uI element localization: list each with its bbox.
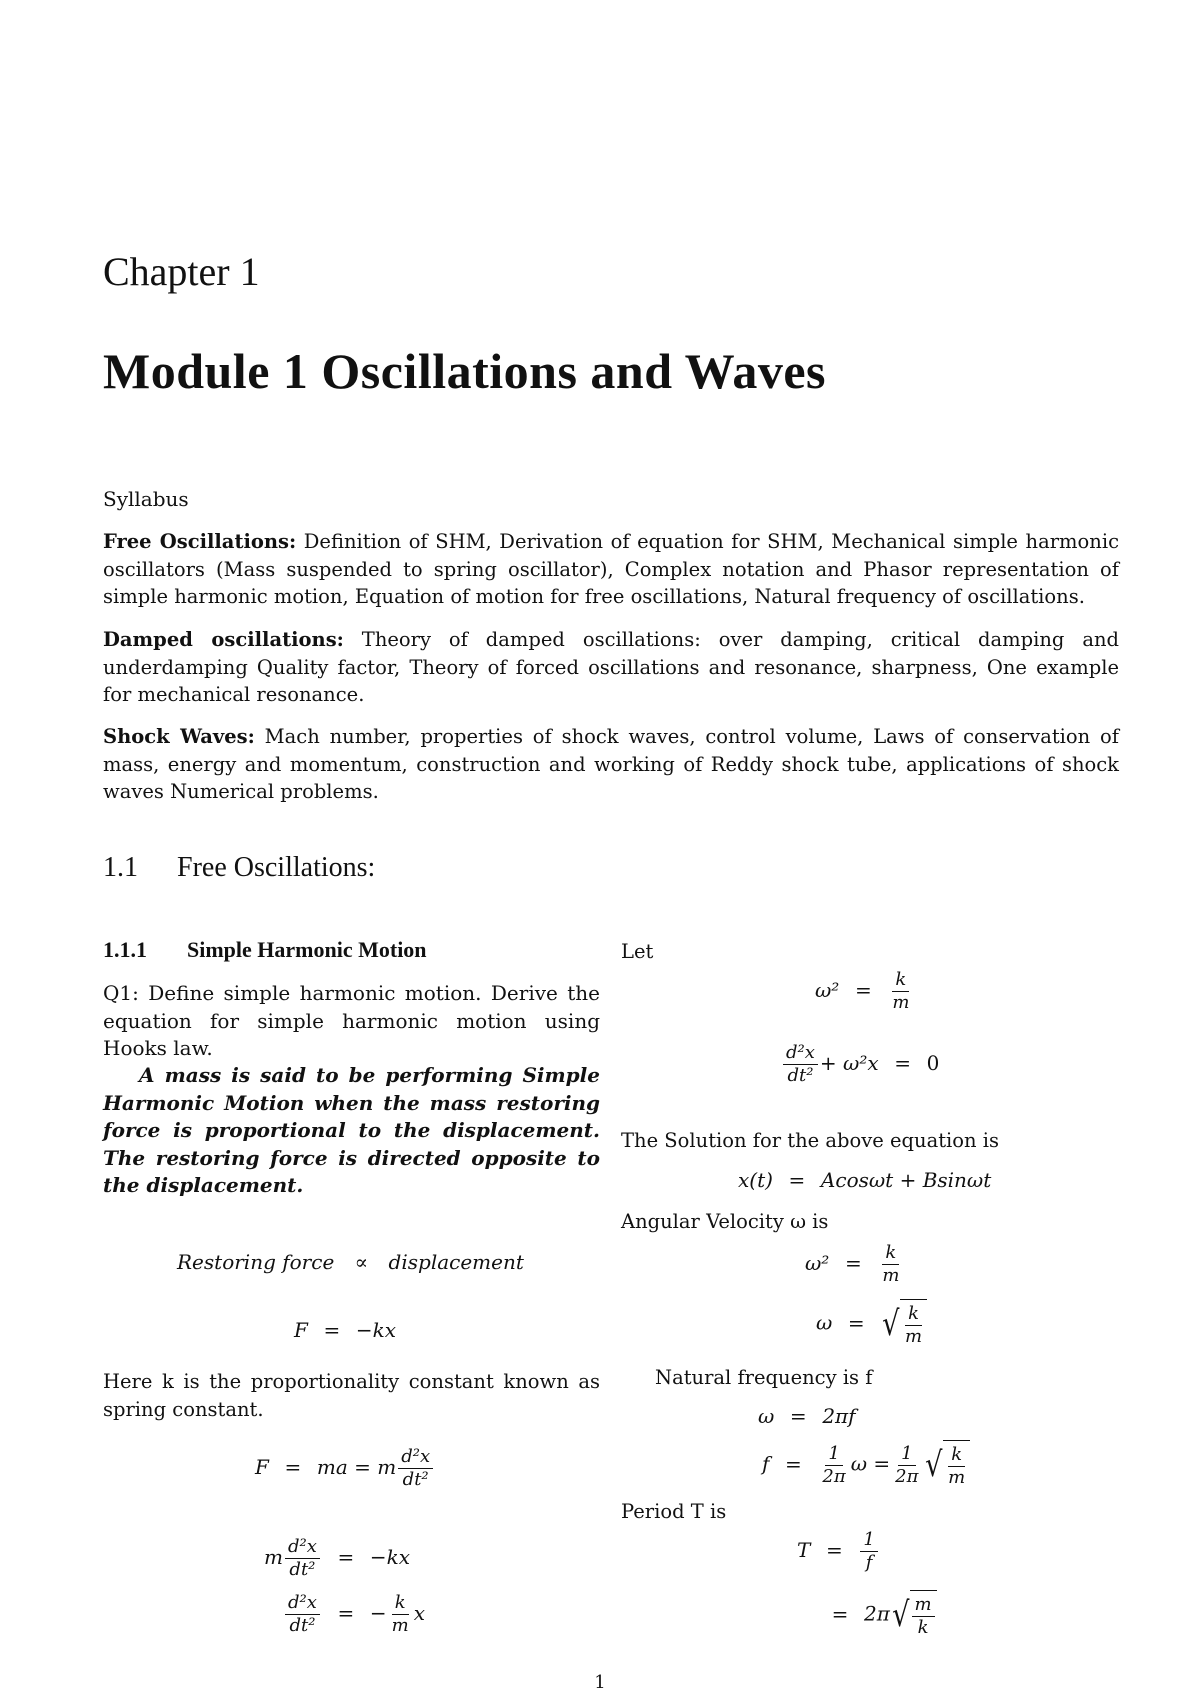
f-n1: 1 [825,1444,842,1466]
omega-equation [816,1299,927,1349]
w-eq: = [847,1310,865,1335]
subsection-title: Simple Harmonic Motion [187,937,427,962]
eq2-kden: m [391,1615,409,1636]
question-text: Q1: Define simple harmonic motion. Derive the equation for simple harmonic motion using Hooks law. [103,981,600,1060]
natural-frequency-text: Natural frequency is f [655,1366,873,1389]
f-fraction-2 [892,1444,921,1487]
eq2-post: x [413,1601,426,1625]
eq2-minus: − [369,1601,387,1625]
solution-equation [738,1168,991,1192]
w-fraction [902,1304,925,1347]
chapter-title: Module 1 Oscillations and Waves [103,343,827,399]
sol-rhs: Acosωt + Bsinωt [820,1168,992,1192]
free-label: Free Oscillations: [103,530,297,553]
w2-lhs: ω² [815,978,840,1002]
T2-fraction [912,1595,935,1638]
hooke-eq: = [323,1318,341,1342]
newton-rhs: ma = m [316,1455,397,1479]
syllabus-heading: Syllabus [103,487,189,511]
spring-constant-text: Here k is the proportionality constant known as spring constant. [103,1370,600,1421]
hooke-rhs: −kx [355,1318,397,1342]
w2b-lhs: ω² [805,1251,830,1275]
motion-equation-2 [283,1593,425,1636]
T2-sqrt: √ $\frac{m}{k}$ [890,1590,937,1640]
period-equation [797,1530,880,1573]
de-fraction [783,1043,818,1086]
omega-squared-equation [815,970,914,1013]
de-mid: + ω²x [819,1051,879,1075]
sol-lhs: x(t) [738,1168,773,1192]
syllabus-shock [103,723,1119,806]
damped-text: Theory of damped oscillations: over damping, critical damping and underdamping Quality factor, Theory of forced oscillations and resonance, sharpness, One example for mechanical resonance. [103,628,1119,706]
w-num: k [905,1304,922,1326]
w2b-fraction [879,1243,902,1286]
eq2-k-fraction [389,1593,412,1636]
omega-frequency-equation [758,1404,856,1428]
newton-fraction [398,1447,433,1490]
f-sqrt-fraction [945,1445,968,1488]
free-text: Definition of SHM, Derivation of equation for SHM, Mechanical simple harmonic oscillators (Mass suspended to spring oscillator), Complex notation and Phasor representation of simple harmonic motion, Equation of motion for free oscillations, Natural frequency of oscillations. [103,530,1119,608]
solution-text: The Solution for the above equation is [621,1129,1000,1152]
eq2-knum: k [392,1593,409,1615]
T2-pre: 2π [864,1601,890,1626]
eq1-fraction [285,1537,320,1580]
eq1-den: dt² [289,1559,316,1580]
T-fraction [860,1530,877,1573]
newton-lhs: F [255,1455,269,1479]
eq1-rhs: −kx [369,1545,411,1569]
w2-num: k [892,970,909,992]
de-num: d²x [783,1043,818,1065]
eq2-eq: = [337,1601,355,1625]
w2b-eq: = [844,1251,862,1275]
frequency-equation [762,1440,970,1490]
newton-equation [255,1447,435,1490]
prop-rhs: displacement [388,1250,524,1274]
f-lhs: f [762,1451,770,1476]
newton-den: dt² [402,1469,429,1490]
w2-den: m [892,992,910,1013]
w2b-num: k [882,1243,899,1265]
T2-eq: = [831,1601,849,1626]
section-heading [103,852,375,884]
T2-sd: k [917,1617,929,1638]
motion-equation-1 [264,1537,410,1580]
T-den: f [865,1552,873,1573]
f-mid: ω = [850,1451,891,1476]
subsection-heading [103,937,427,963]
w-lhs: ω [816,1310,833,1335]
shm-definition [103,1062,600,1200]
eq2-num: d²x [285,1593,320,1615]
de-eq: = [894,1051,911,1075]
prop-symbol: ∝ [354,1250,369,1274]
newton-num: d²x [398,1447,433,1469]
f-d1: 2π [822,1465,846,1487]
w-den: m [904,1326,923,1347]
omega-squared-equation-2 [805,1243,904,1286]
T-lhs: T [797,1538,811,1562]
f-sqrt: √ $\frac{k}{m}$ [923,1440,970,1490]
f-sd: m [948,1467,966,1488]
w2-fraction [889,970,912,1013]
f-eq: = [785,1451,802,1476]
prop-lhs: Restoring force [177,1250,335,1274]
w2b-den: m [882,1265,900,1286]
hooke-equation [294,1318,396,1342]
w2pi-rhs: 2πf [822,1404,856,1428]
period-equation-2 [816,1590,937,1640]
section-number: 1.1 [103,852,138,883]
eq2-fraction [285,1593,320,1636]
f-sn: k [948,1445,965,1467]
newton-eq: = [284,1455,302,1479]
eq2-den: dt² [289,1615,316,1636]
let-text: Let [621,940,654,963]
de-den: dt² [787,1065,814,1086]
differential-equation [781,1043,939,1086]
f-fraction-1 [819,1444,848,1487]
sol-eq: = [788,1168,806,1192]
hooke-lhs: F [294,1318,308,1342]
T2-sn: m [912,1595,935,1617]
subsection-number: 1.1.1 [103,937,147,962]
T-num: 1 [860,1530,877,1552]
chapter-label: Chapter 1 [103,249,260,294]
eq1-num: d²x [285,1537,320,1559]
definition-text: A mass is said to be performing Simple Harmonic Motion when the mass restoring force is proportional to the displacement. The restoring force is directed opposite to the displacement. [103,1063,600,1197]
section-title: Free Oscillations: [177,852,376,883]
shock-label: Shock Waves: [103,725,255,748]
f-d2: 2π [895,1465,919,1487]
de-rhs: 0 [926,1051,940,1075]
shock-text: Mach number, properties of shock waves, control volume, Laws of conservation of mass, energy and momentum, construction and working of Reddy shock tube, applications of shock waves Numerical problems. [103,725,1119,803]
eq1-pre: m [264,1545,283,1569]
T-eq: = [825,1538,843,1562]
syllabus-free [103,528,1119,611]
f-n2: 1 [898,1444,915,1466]
proportionality-equation [177,1250,524,1274]
w2pi-eq: = [789,1404,807,1428]
period-text: Period T is [621,1500,727,1523]
eq1-eq: = [337,1545,355,1569]
w-sqrt: √ $\frac{k}{m}$ [880,1299,927,1349]
page-number: 1 [594,1672,606,1693]
w2-eq: = [854,978,872,1002]
syllabus-damped [103,626,1119,709]
damped-label: Damped oscillations: [103,628,344,651]
angular-velocity-text: Angular Velocity ω is [621,1210,829,1233]
w2pi-lhs: ω [758,1404,775,1428]
